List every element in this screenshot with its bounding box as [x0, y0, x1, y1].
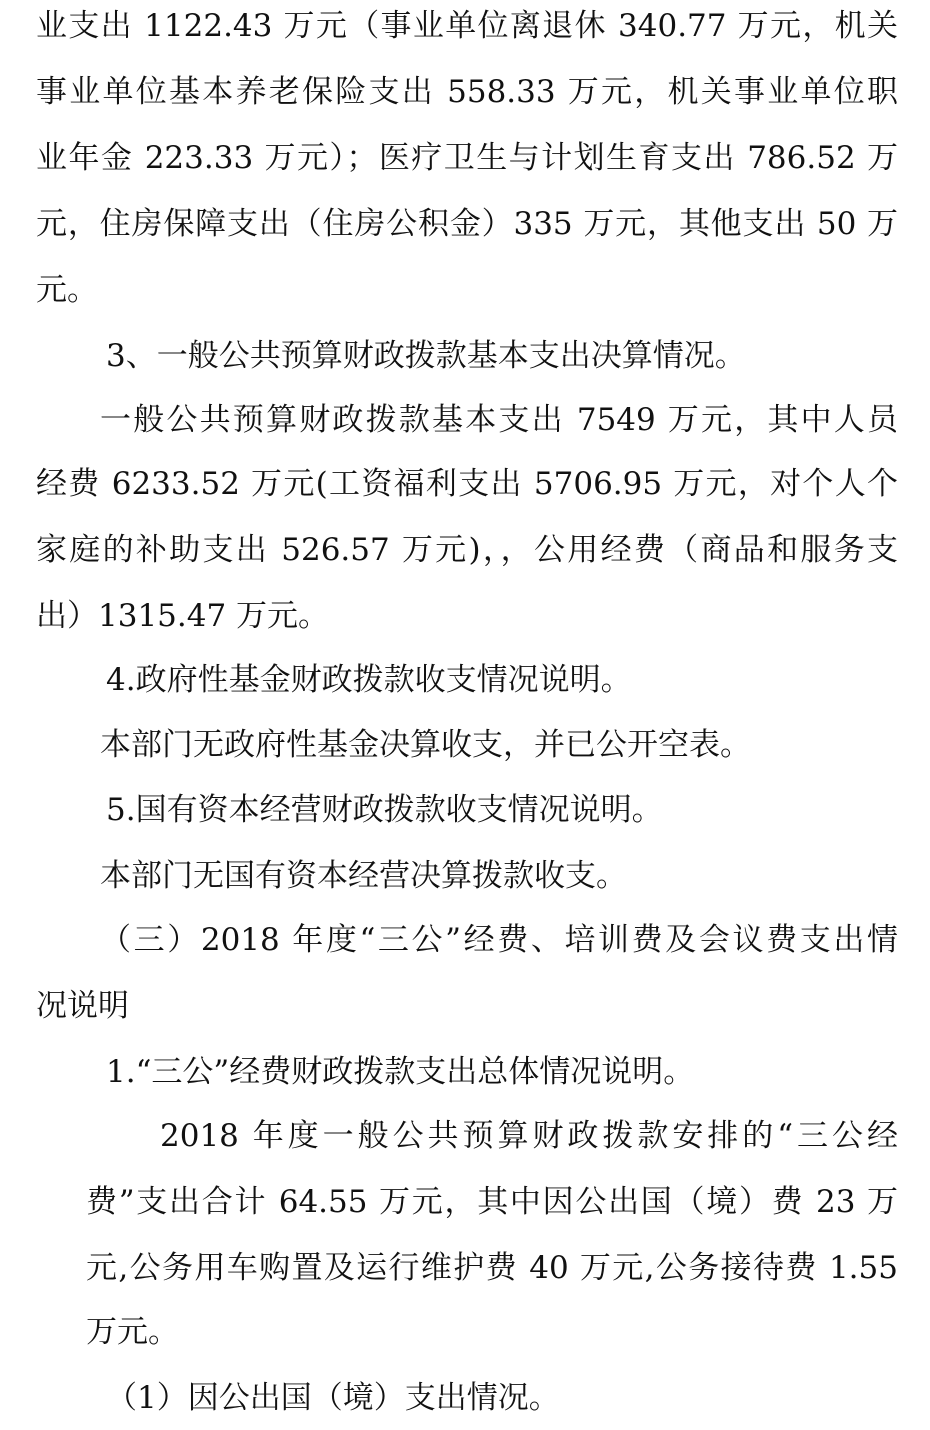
subsection-heading-1: 1.“三公”经费财政拨款支出总体情况说明。 — [106, 1054, 695, 1090]
text-line-12: 本部门无政府性基金决算收支，并已公开空表。 — [100, 727, 751, 763]
text-line-21: 万元。 — [86, 1314, 179, 1350]
text-line-18: 2018 年度一般公共预算财政拨款安排的“三公经 — [160, 1118, 898, 1154]
text-line-8: 经费 6233.52 万元(工资福利支出 5706.95 万元，对个人个 — [36, 466, 898, 502]
text-line-2: 事业单位基本养老保险支出 558.33 万元，机关事业单位职 — [36, 74, 898, 110]
text-line-20: 元,公务用车购置及运行维护费 40 万元,公务接待费 1.55 — [86, 1250, 898, 1286]
subsection-heading-1-1: （1）因公出国（境）支出情况。 — [106, 1380, 560, 1416]
text-line-4: 元，住房保障支出（住房公积金）335 万元，其他支出 50 万 — [36, 206, 898, 242]
text-line-7: 一般公共预算财政拨款基本支出 7549 万元，其中人员 — [100, 402, 898, 438]
section-heading-three: （三）2018 年度“三公”经费、培训费及会议费支出情 — [100, 922, 898, 958]
section-heading-4: 4.政府性基金财政拨款收支情况说明。 — [106, 662, 632, 698]
text-line-3: 业年金 223.33 万元）；医疗卫生与计划生育支出 786.52 万 — [36, 140, 898, 176]
text-line-9: 家庭的补助支出 526.57 万元)，，公用经费（商品和服务支 — [36, 532, 898, 568]
text-line-19: 费”支出合计 64.55 万元，其中因公出国（境）费 23 万 — [86, 1184, 898, 1220]
text-line-10: 出）1315.47 万元。 — [36, 598, 330, 634]
section-heading-3: 3、一般公共预算财政拨款基本支出决算情况。 — [106, 338, 746, 374]
section-heading-5: 5.国有资本经营财政拨款收支情况说明。 — [106, 792, 663, 828]
text-line-14: 本部门无国有资本经营决算拨款收支。 — [100, 858, 627, 894]
text-line-1: 业支出 1122.43 万元（事业单位离退休 340.77 万元，机关 — [36, 8, 898, 44]
text-line-5: 元。 — [36, 272, 98, 308]
text-line-16: 况说明 — [36, 988, 129, 1024]
